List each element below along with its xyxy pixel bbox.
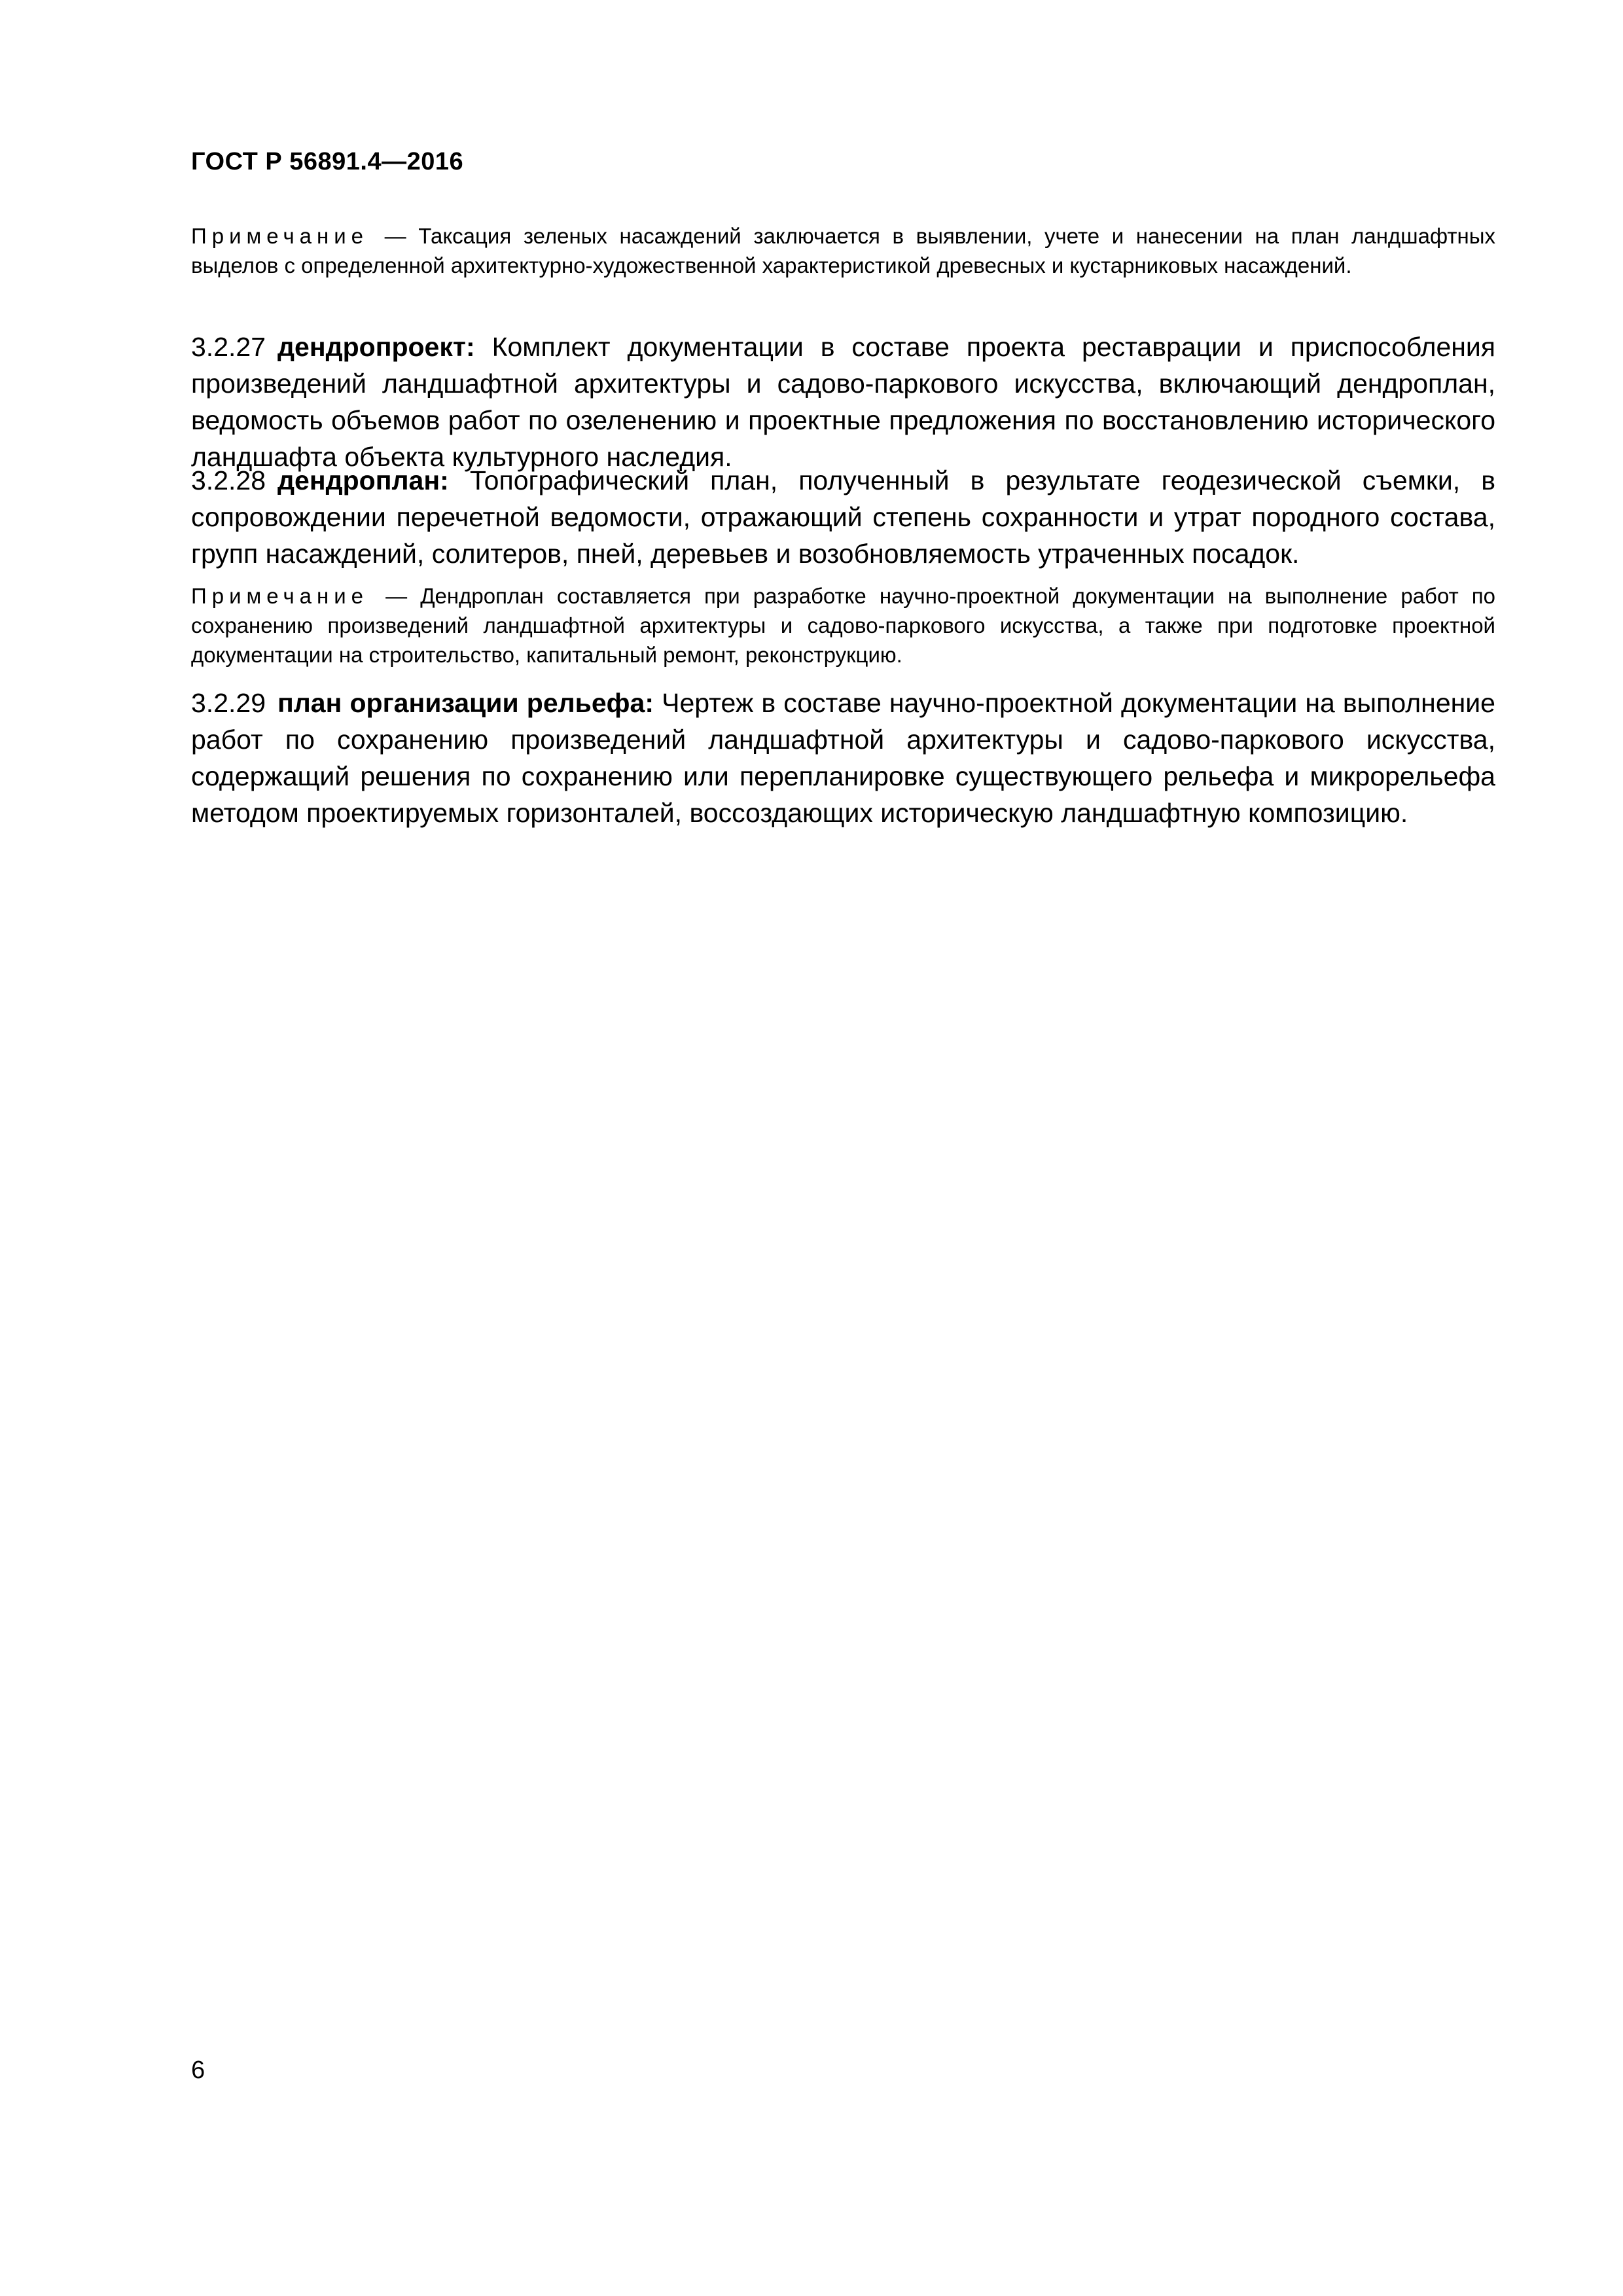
term-name: дендропроект: xyxy=(277,332,475,362)
note-text: — Дендроплан составляется при разработке научно-проектной документации на выполнение работ по сохранению произведений ландшафтной архитектуры и садово-паркового искусства, а также при подготовке проектной документации на строительство, капитальный ремонт, реконструкцию. xyxy=(191,584,1495,667)
term-dendroplan xyxy=(191,462,1495,572)
term-relief-plan xyxy=(191,685,1495,831)
note-dendroplan xyxy=(191,581,1495,670)
page-number: 6 xyxy=(191,2056,205,2084)
note-taxation xyxy=(191,221,1495,280)
term-name: план организации рельефа: xyxy=(277,688,654,718)
note-text: — Таксация зеленых насаждений заключается в выявлении, учете и нанесении на план ландшафтных выделов с определенной архитектурно-художественной характеристикой древесных и кустарниковых насаждений. xyxy=(191,224,1495,278)
standard-header: ГОСТ Р 56891.4—2016 xyxy=(191,148,464,175)
term-definition: Чертеж в составе научно-проектной документации на выполнение работ по сохранению произведений ландшафтной архитектуры и садово-паркового искусства, содержащий решения по сохранению или перепланировке существующего рельефа и микрорельефа методом проектируемых горизонталей, воссоздающих историческую ландшафтную композицию. xyxy=(191,688,1495,828)
term-definition: Топографический план, полученный в результате геодезической съемки, в сопровождении перечетной ведомости, отражающий степень сохранности и утрат породного состава, групп насаждений, солитеров, пней, деревьев и возобновляемость утраченных посадок. xyxy=(191,465,1495,569)
term-name: дендроплан: xyxy=(277,465,449,495)
note-label: Примечание xyxy=(191,584,369,608)
term-number: 3.2.27 xyxy=(191,332,266,362)
note-label: Примечание xyxy=(191,224,369,248)
term-number: 3.2.28 xyxy=(191,465,266,495)
term-definition: Комплект документации в составе проекта реставрации и приспособления произведений ландшафтной архитектуры и садово-паркового искусства, включающий дендроплан, ведомость объемов работ по озеленению и проектные предложения по восстановлению исторического ландшафта объекта культурного наследия. xyxy=(191,332,1495,472)
term-dendroproject xyxy=(191,329,1495,475)
term-number: 3.2.29 xyxy=(191,688,266,718)
